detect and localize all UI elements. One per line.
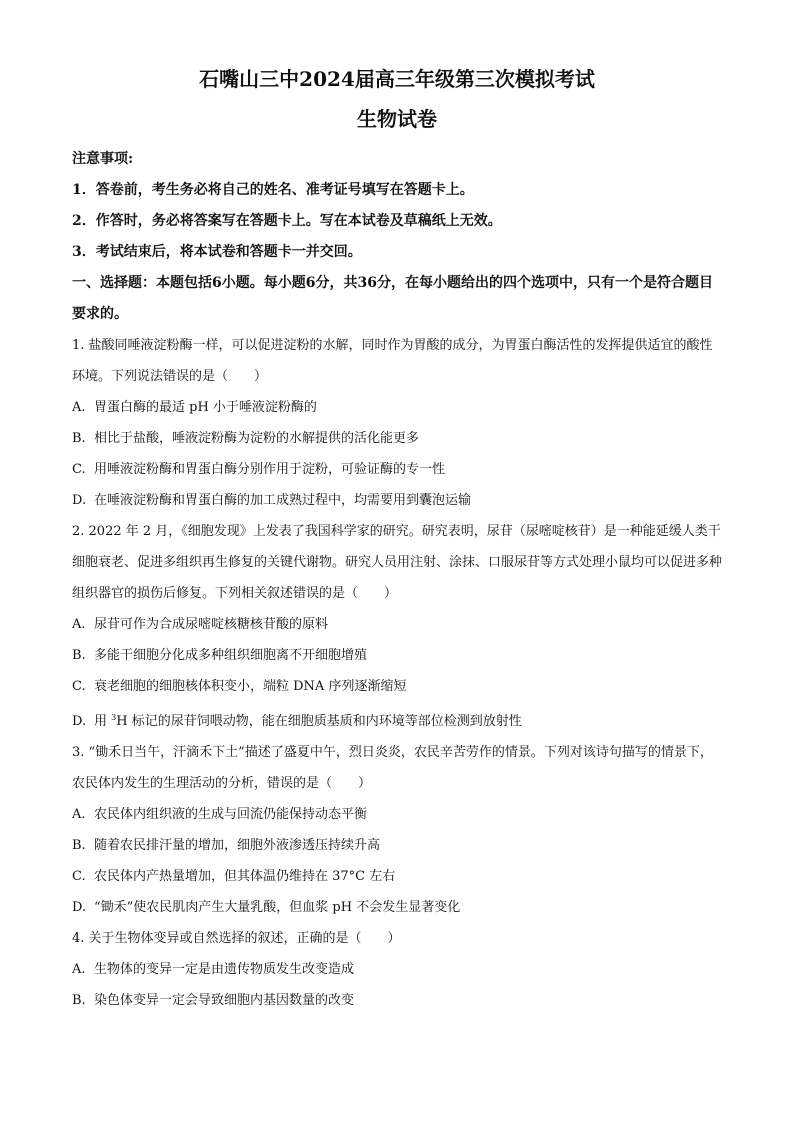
notes-heading: 注意事项: bbox=[72, 151, 134, 167]
notes-block bbox=[72, 144, 722, 268]
option-letter: A. bbox=[72, 400, 86, 415]
question-2 bbox=[72, 516, 722, 737]
option-a bbox=[72, 954, 722, 985]
option-text: 农民体内产热量增加，但其体温仍维持在 37°C 左右 bbox=[94, 869, 396, 884]
option-a bbox=[72, 799, 722, 830]
option-text: “锄禾”使农民肌肉产生大量乳酸，但血浆 pH 不会发生显著变化 bbox=[94, 900, 461, 915]
section-heading: 一、选择题：本题包括6小题。每小题6分，共36分，在每小题给出的四个选项中，只有一个是符合题目要求的。 bbox=[72, 275, 713, 322]
option-text: 衰老细胞的细胞核体积变小，端粒 DNA 序列逐渐缩短 bbox=[94, 679, 407, 694]
option-b bbox=[72, 640, 722, 671]
option-b bbox=[72, 423, 722, 454]
option-letter: A. bbox=[72, 617, 86, 632]
question-4 bbox=[72, 923, 722, 1016]
exam-subtitle: 生物试卷 bbox=[357, 107, 437, 131]
option-letter: A. bbox=[72, 807, 86, 822]
question-stem: 1. 盐酸同唾液淀粉酶一样，可以促进淀粉的水解，同时作为胃酸的成分，为胃蛋白酶活性的发挥提供适宜的酸性环境。下列说法错误的是（ ） bbox=[72, 338, 713, 384]
isotope-superscript: 3 bbox=[111, 713, 117, 722]
option-text: 多能干细胞分化成多种组织细胞离不开细胞增殖 bbox=[94, 648, 368, 663]
option-a bbox=[72, 609, 722, 640]
option-letter: B. bbox=[72, 431, 86, 446]
option-b bbox=[72, 830, 722, 861]
option-letter: B. bbox=[72, 993, 86, 1008]
note-item: 1．答卷前，考生务必将自己的姓名、准考证号填写在答题卡上。 bbox=[72, 182, 474, 198]
option-text: 胃蛋白酶的最适 pH 小于唾液淀粉酶的 bbox=[94, 400, 317, 415]
option-text: H 标记的尿苷饲喂动物，能在细胞质基质和内环境等部位检测到放射性 bbox=[116, 714, 522, 729]
option-letter: C. bbox=[72, 462, 86, 477]
question-3 bbox=[72, 737, 722, 923]
exam-page bbox=[72, 64, 722, 1016]
question-stem: 3. “锄禾日当午，汗滴禾下土”描述了盛夏中午，烈日炎炎，农民辛苦劳作的情景。下列对该诗句描写的情景下，农民体内发生的生理活动的分析，错误的是（ ） bbox=[72, 745, 713, 791]
option-c bbox=[72, 861, 722, 892]
option-d bbox=[72, 485, 722, 516]
note-item: 3．考试结束后，将本试卷和答题卡一并交回。 bbox=[72, 244, 362, 260]
question-stem: 4. 关于生物体变异或自然选择的叙述，正确的是（ ） bbox=[72, 931, 401, 946]
option-text: 在唾液淀粉酶和胃蛋白酶的加工成熟过程中，均需要用到囊泡运输 bbox=[94, 493, 472, 508]
option-letter: A. bbox=[72, 962, 86, 977]
option-a bbox=[72, 392, 722, 423]
option-d bbox=[72, 702, 722, 737]
option-text: 相比于盐酸，唾液淀粉酶为淀粉的水解提供的活化能更多 bbox=[94, 431, 420, 446]
option-letter: C. bbox=[72, 679, 86, 694]
option-letter: B. bbox=[72, 838, 86, 853]
option-letter: C. bbox=[72, 869, 86, 884]
option-text: 尿苷可作为合成尿嘧啶核糖核苷酸的原料 bbox=[94, 617, 329, 632]
question-1 bbox=[72, 330, 722, 516]
option-letter: D. bbox=[72, 714, 87, 729]
option-text: 用唾液淀粉酶和胃蛋白酶分别作用于淀粉，可验证酶的专一性 bbox=[94, 462, 446, 477]
option-text: 生物体的变异一定是由遗传物质发生改变造成 bbox=[94, 962, 355, 977]
option-letter: D. bbox=[72, 493, 87, 508]
option-text: 随着农民排汗量的增加，细胞外液渗透压持续升高 bbox=[94, 838, 381, 853]
option-d bbox=[72, 892, 722, 923]
exam-title: 石嘴山三中2024届高三年级第三次模拟考试 bbox=[199, 67, 595, 91]
question-stem: 2. 2022 年 2 月，《细胞发现》上发表了我国科学家的研究。研究表明，尿苷（尿嘧啶核苷）是一种能延缓人类干细胞衰老、促进多组织再生修复的关键代谢物。研究人员用注射、涂抹、口服尿苷等方式处理小鼠均可以促进多种组织器官的损伤后修复。下列相关叙述错误的是（ ） bbox=[72, 524, 723, 601]
option-letter: B. bbox=[72, 648, 86, 663]
option-letter: D. bbox=[72, 900, 87, 915]
note-item: 2．作答时，务必将答案写在答题卡上。写在本试卷及草稿纸上无效。 bbox=[72, 213, 502, 229]
option-text: 农民体内组织液的生成与回流仍能保持动态平衡 bbox=[94, 807, 368, 822]
option-text-prefix: 用 bbox=[94, 714, 112, 729]
option-text: 染色体变异一定会导致细胞内基因数量的改变 bbox=[94, 993, 355, 1008]
option-c bbox=[72, 671, 722, 702]
option-c bbox=[72, 454, 722, 485]
option-b bbox=[72, 985, 722, 1016]
